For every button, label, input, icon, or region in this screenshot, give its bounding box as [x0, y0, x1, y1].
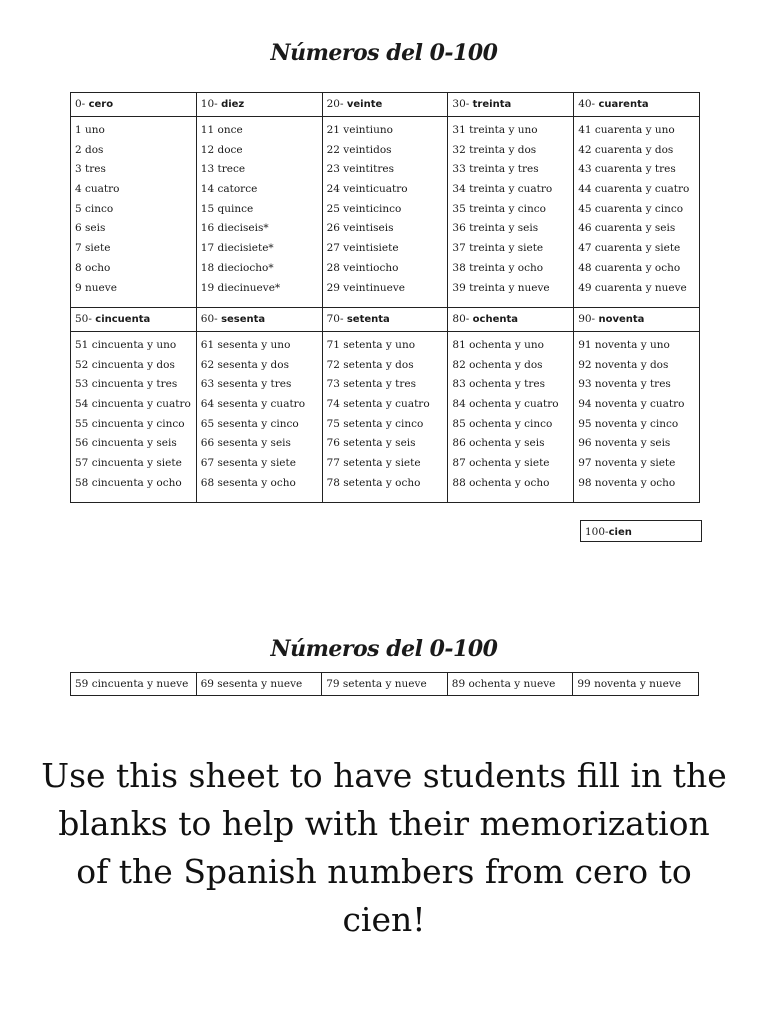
number-entry: 8 ocho [75, 261, 111, 274]
number-entry: 9 nueve [75, 281, 117, 294]
number-entry: 84 ochenta y cuatro [452, 398, 559, 411]
number-entry: 12 doce [200, 143, 243, 156]
header-number: 0- [75, 98, 86, 110]
number-entry: 61 sesenta y uno [200, 339, 291, 351]
number-entry: 16 dieciseis* [200, 222, 269, 235]
number-entry: 95 noventa y cinco [578, 417, 679, 430]
nueve-cell: 59 cincuenta y nueve [71, 673, 197, 696]
nueve-cell: 69 sesenta y nueve [196, 673, 322, 696]
nueve-table [70, 672, 699, 696]
nueve-cell: 79 setenta y nueve [322, 673, 448, 696]
number-entry: 74 setenta y cuatro [326, 398, 430, 411]
header-number: 60- [200, 313, 218, 325]
header-word: cincuenta [95, 314, 151, 325]
number-entry: 97 noventa y siete [578, 457, 676, 470]
number-entry: 35 treinta y cinco [452, 202, 546, 215]
numbers-table [70, 92, 700, 503]
number-column [196, 332, 322, 503]
number-entry: 87 ochenta y siete [452, 457, 550, 470]
number-entry: 47 cuarenta y siete [578, 242, 681, 255]
number-column [71, 332, 197, 503]
number-column [71, 117, 197, 308]
number-column [574, 117, 700, 308]
number-entry: 41 cuarenta y uno [578, 124, 675, 136]
number-entry: 94 noventa y cuatro [578, 398, 685, 411]
number-entry: 78 setenta y ocho [326, 476, 421, 489]
number-entry: 29 veintinueve [326, 281, 406, 294]
number-entry: 75 setenta y cinco [326, 417, 424, 430]
number-entry: 96 noventa y seis [578, 437, 671, 450]
number-entry: 58 cincuenta y ocho [75, 476, 182, 489]
number-entry: 73 setenta y tres [326, 378, 417, 391]
number-entry: 14 catorce [200, 183, 258, 196]
header-word: ochenta [472, 314, 519, 325]
number-entry: 82 ochenta y dos [452, 358, 543, 371]
number-entry: 56 cincuenta y seis [75, 437, 177, 450]
number-entry: 39 treinta y nueve [452, 281, 550, 294]
number-entry: 76 setenta y seis [326, 437, 416, 450]
header-row-bottom [71, 308, 700, 332]
header-word: cero [88, 99, 114, 110]
number-entry: 23 veintitres [326, 163, 394, 176]
header-row-top [71, 93, 700, 117]
header-number: 70- [326, 313, 344, 325]
number-entry: 17 diecisiete* [200, 242, 274, 255]
number-entry: 38 treinta y ocho [452, 261, 544, 274]
number-entry: 65 sesenta y cinco [200, 417, 299, 430]
header-word: veinte [346, 99, 383, 110]
number-entry: 77 setenta y siete [326, 457, 421, 470]
header-cell [322, 93, 448, 117]
number-entry: 33 treinta y tres [452, 163, 539, 176]
number-entry: 34 treinta y cuatro [452, 183, 553, 196]
page-title: Números del 0-100 [270, 40, 498, 66]
number-entry: 86 ochenta y seis [452, 437, 545, 450]
number-entry: 91 noventa y uno [578, 339, 670, 351]
number-entry: 13 trece [200, 163, 246, 176]
header-word: treinta [472, 99, 512, 110]
number-entry: 52 cincuenta y dos [75, 358, 175, 371]
instruction-note: Use this sheet to have students fill in the blanks to help with their memorization of the Spanish numbers from cero to cien! [41, 756, 727, 939]
number-entry: 55 cincuenta y cinco [75, 417, 185, 430]
nueve-cell: 89 ochenta y nueve [447, 673, 573, 696]
header-number: 30- [452, 98, 470, 110]
number-entry: 22 veintidos [326, 143, 392, 156]
number-entry: 25 veinticinco [326, 202, 402, 215]
number-entry: 48 cuarenta y ocho [578, 261, 681, 274]
number-entry: 72 setenta y dos [326, 358, 414, 371]
number-column [574, 332, 700, 503]
header-cell [574, 93, 700, 117]
header-cell [71, 308, 197, 332]
number-entry: 88 ochenta y ocho [452, 476, 550, 489]
header-number: 50- [75, 313, 92, 325]
cien-number: 100- [585, 526, 609, 538]
number-entry: 7 siete [75, 242, 111, 255]
number-entry: 54 cincuenta y cuatro [75, 398, 191, 411]
header-word: noventa [598, 314, 645, 325]
header-number: 40- [578, 98, 596, 110]
number-entry: 67 sesenta y siete [200, 457, 296, 470]
number-column [448, 332, 574, 503]
number-entry: 93 noventa y tres [578, 378, 671, 391]
number-entry: 81 ochenta y uno [452, 339, 544, 351]
number-entry: 83 ochenta y tres [452, 378, 545, 391]
header-word: cuarenta [598, 99, 649, 110]
number-entry: 42 cuarenta y dos [578, 143, 674, 156]
header-number: 90- [578, 313, 596, 325]
number-entry: 62 sesenta y dos [200, 358, 289, 371]
number-entry: 57 cincuenta y siete [75, 457, 182, 470]
number-column [322, 332, 448, 503]
number-entry: 4 cuatro [75, 183, 120, 196]
number-entry: 26 veintiseis [326, 222, 394, 235]
number-entry: 44 cuarenta y cuatro [578, 183, 690, 196]
header-cell [196, 308, 322, 332]
number-entry: 85 ochenta y cinco [452, 417, 553, 430]
cien-word: cien [608, 527, 632, 538]
number-column [196, 117, 322, 308]
number-entry: 53 cincuenta y tres [75, 378, 178, 391]
number-entry: 71 setenta y uno [326, 339, 416, 351]
number-entry: 15 quince [200, 202, 254, 215]
number-entry: 68 sesenta y ocho [200, 476, 296, 489]
number-column [448, 117, 574, 308]
numbers-row-bottom [71, 332, 700, 503]
number-entry: 36 treinta y seis [452, 222, 539, 235]
number-entry: 2 dos [75, 143, 104, 156]
number-entry: 21 veintiuno [326, 124, 393, 136]
header-cell [71, 93, 197, 117]
number-entry: 51 cincuenta y uno [75, 339, 177, 351]
number-entry: 64 sesenta y cuatro [200, 398, 306, 411]
header-word: diez [221, 99, 245, 110]
number-entry: 43 cuarenta y tres [578, 163, 676, 176]
cien-box [580, 520, 702, 542]
header-number: 80- [452, 313, 470, 325]
number-column [322, 117, 448, 308]
number-entry: 49 cuarenta y nueve [578, 281, 687, 294]
number-entry: 11 once [200, 124, 243, 136]
number-entry: 31 treinta y uno [452, 124, 538, 136]
number-entry: 46 cuarenta y seis [578, 222, 676, 235]
number-entry: 1 uno [75, 124, 105, 136]
number-entry: 32 treinta y dos [452, 143, 537, 156]
number-entry: 92 noventa y dos [578, 358, 669, 371]
header-cell [574, 308, 700, 332]
number-entry: 3 tres [75, 163, 106, 176]
number-entry: 28 veintiocho [326, 261, 399, 274]
number-entry: 37 treinta y siete [452, 242, 544, 255]
nueve-cell: 99 noventa y nueve [573, 673, 699, 696]
header-cell [322, 308, 448, 332]
number-entry: 66 sesenta y seis [200, 437, 291, 450]
number-entry: 24 veinticuatro [326, 183, 408, 196]
header-cell [196, 93, 322, 117]
header-word: sesenta [221, 314, 266, 325]
header-number: 20- [326, 98, 344, 110]
header-cell [448, 93, 574, 117]
second-title: Números del 0-100 [270, 636, 498, 662]
header-word: setenta [346, 314, 390, 325]
number-entry: 6 seis [75, 222, 106, 235]
number-entry: 63 sesenta y tres [200, 378, 292, 391]
number-entry: 18 dieciocho* [200, 261, 274, 274]
number-entry: 45 cuarenta y cinco [578, 202, 684, 215]
number-entry: 98 noventa y ocho [578, 476, 676, 489]
header-cell [448, 308, 574, 332]
number-entry: 5 cinco [75, 202, 114, 215]
nueve-row [71, 673, 699, 696]
numbers-row-top [71, 117, 700, 308]
number-entry: 27 veintisiete [326, 242, 399, 255]
header-number: 10- [200, 98, 218, 110]
number-entry: 19 diecinueve* [200, 281, 281, 294]
